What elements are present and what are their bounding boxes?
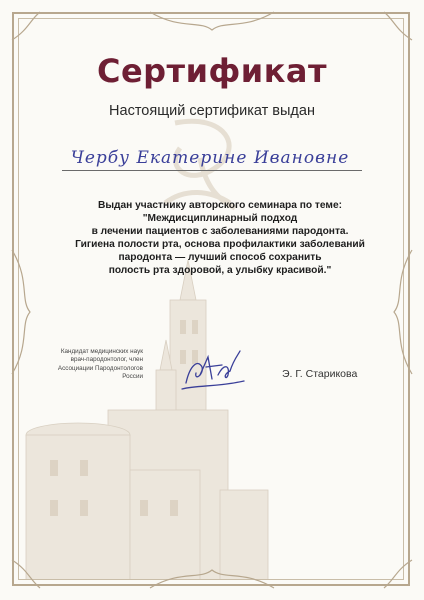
signer-credentials — [48, 348, 143, 382]
credentials-line: врач-пародонтолог, член — [70, 356, 143, 364]
signer-name: Э. Г. Старикова — [282, 368, 358, 380]
seminar-line: Гигиена полости рта, основа профилактики заболеваний — [75, 239, 365, 250]
certificate-title: Сертификат — [96, 52, 328, 90]
seminar-description — [70, 199, 370, 277]
credentials-line: России — [122, 373, 143, 381]
recipient-underline — [62, 170, 362, 171]
seminar-line: в лечении пациентов с заболеваниями пародонта. — [91, 226, 349, 237]
credentials-line: Ассоциации Пародонтологов — [57, 364, 143, 372]
seminar-line: Выдан участнику авторского семинара по теме: — [97, 200, 343, 211]
recipient-name: Чербу Екатерине Ивановне — [70, 148, 350, 168]
seminar-line: "Междисциплинарный подход — [142, 213, 298, 224]
seminar-line: пародонта — лучший способ сохранить — [118, 252, 322, 263]
certificate-subtitle: Настоящий сертификат выдан — [109, 103, 315, 119]
seminar-line: полость рта здоровой, а улыбку красивой." — [108, 265, 332, 276]
handwritten-signature — [178, 345, 248, 395]
credentials-line: Кандидат медицинских наук — [60, 348, 143, 355]
